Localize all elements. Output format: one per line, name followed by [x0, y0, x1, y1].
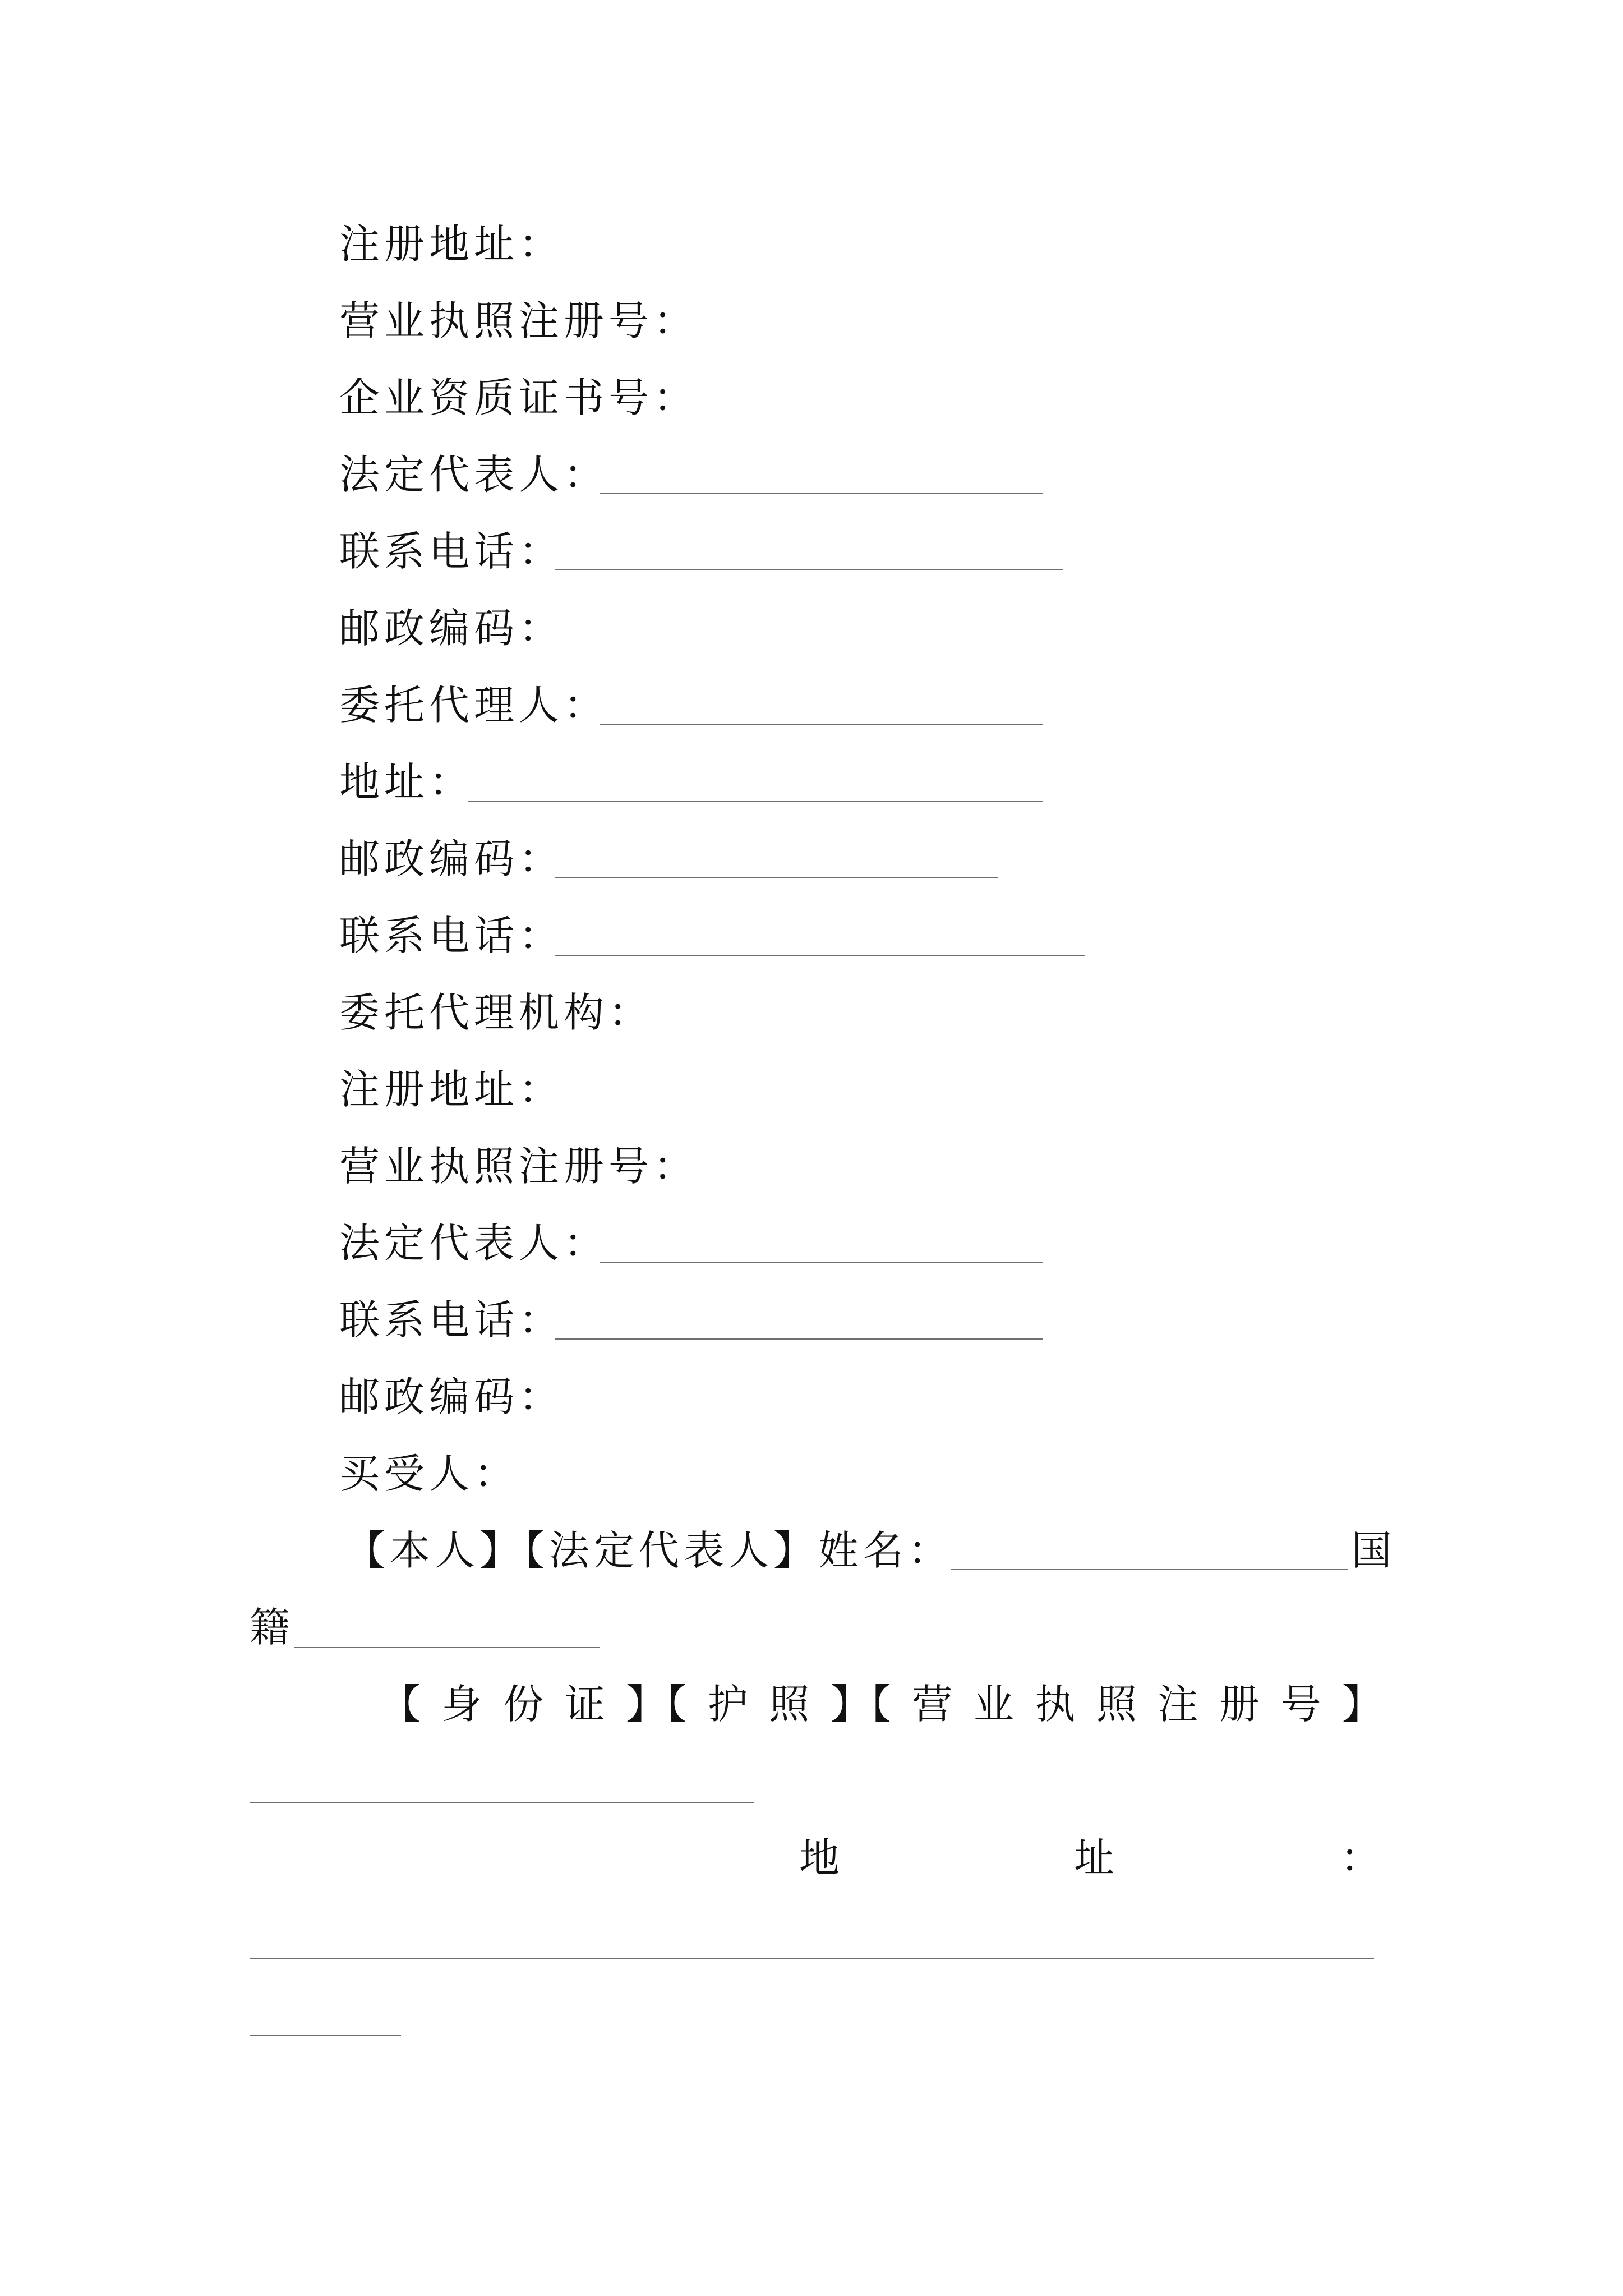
id-part: 身 [441, 1681, 482, 1728]
agency-registered-address-label: 注册地址： [339, 1066, 564, 1113]
seller-phone-blank[interactable] [555, 569, 1063, 570]
agent-address-label: 地址： [339, 758, 474, 806]
id-part: 册 [1219, 1681, 1260, 1728]
agency-postal-code-label: 邮政编码： [339, 1373, 564, 1420]
agency-legal-rep-blank[interactable] [600, 1262, 1043, 1263]
seller-registered-address-label: 注册地址： [339, 220, 564, 268]
agent-phone-label: 联系电话： [339, 912, 564, 959]
agent-address-blank[interactable] [468, 801, 1043, 802]
seller-qualification-cert-label: 企业资质证书号： [339, 374, 699, 421]
buyer-address-colon: ： [1340, 1834, 1386, 1881]
id-part: 营 [912, 1681, 953, 1728]
seller-business-license-label: 营业执照注册号： [339, 297, 699, 344]
buyer-id-number-blank[interactable] [250, 1802, 754, 1803]
buyer-nationality-char-1: 国 [1352, 1527, 1397, 1574]
id-part: 【 [380, 1681, 421, 1728]
seller-legal-rep-blank[interactable] [600, 493, 1043, 494]
agency-phone-blank[interactable] [555, 1338, 1043, 1340]
id-part: 】 [1341, 1681, 1382, 1728]
id-part: 证 [564, 1681, 605, 1728]
buyer-nationality-char-2: 籍 [250, 1604, 295, 1651]
seller-postal-code-label: 邮政编码： [339, 605, 564, 652]
agency-label: 委托代理机构： [339, 989, 654, 1036]
buyer-name-label: 【本人】【法定代表人】姓名： [345, 1527, 953, 1574]
id-part: 份 [503, 1681, 544, 1728]
seller-legal-rep-label: 法定代表人： [339, 451, 609, 498]
buyer-id-type-line [380, 1679, 1382, 1729]
agent-postal-code-label: 邮政编码： [339, 835, 564, 882]
buyer-address-blank-1[interactable] [250, 1958, 1374, 1959]
id-part: 护 [707, 1681, 748, 1728]
id-part: 】【 [626, 1681, 687, 1728]
agent-label: 委托代理人： [339, 682, 609, 729]
agent-phone-blank[interactable] [555, 955, 1085, 956]
agent-blank[interactable] [600, 724, 1043, 725]
agent-postal-code-blank[interactable] [555, 877, 998, 878]
buyer-address-blank-2[interactable] [250, 2035, 401, 2036]
id-part: 号 [1280, 1681, 1321, 1728]
agency-legal-rep-label: 法定代表人： [339, 1220, 609, 1267]
buyer-address-char-1: 地 [799, 1834, 845, 1881]
id-part: 执 [1035, 1681, 1076, 1728]
agency-phone-label: 联系电话： [339, 1296, 564, 1343]
id-part: 照 [1096, 1681, 1137, 1728]
agency-business-license-label: 营业执照注册号： [339, 1143, 699, 1190]
buyer-nationality-blank[interactable] [294, 1647, 600, 1648]
seller-phone-label: 联系电话： [339, 528, 564, 575]
buyer-address-char-2: 址 [1074, 1834, 1119, 1881]
id-part: 业 [973, 1681, 1014, 1728]
id-part: 】【 [830, 1681, 891, 1728]
id-part: 照 [769, 1681, 810, 1728]
buyer-label: 买受人： [339, 1450, 519, 1497]
buyer-name-blank[interactable] [951, 1569, 1348, 1570]
id-part: 注 [1158, 1681, 1198, 1728]
